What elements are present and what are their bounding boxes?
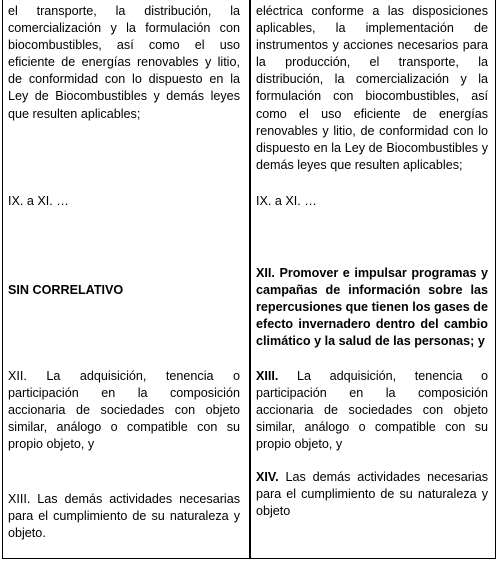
left-paragraph-ix-xi: IX. a XI. …: [8, 194, 69, 208]
left-paragraph-sin-correlativo: SIN CORRELATIVO: [8, 283, 124, 297]
right-xiv-text: Las demás actividades necesarias para el cumplimiento de su naturaleza y objeto: [256, 470, 488, 519]
column-divider: [249, 0, 251, 559]
right-paragraph-top: eléctrica conforme a las disposiciones aplicables, la implementación de instrumentos y acciones necesarios para la producción, el transporte, la distribución, la comercialización y la formulación con biocombustibles, así como el uso eficiente de energías renovables y litio, de conformidad con lo dispuesto en la Ley de Biocombustibles y demás leyes que resulten aplicables;: [256, 4, 488, 172]
right-paragraph-xii: XII. Promover e impulsar programas y campañas de información sobre las repercusiones que tienen los gases de efecto invernadero dentro del cambio climático y la salud de las personas; y: [256, 266, 488, 349]
right-paragraph-xiv: [256, 469, 488, 520]
left-paragraph-xii: XII. La adquisición, tenencia o participación en la composición accionaria de sociedades con objeto similar, análogo o compatible con su propio objeto, y: [8, 369, 240, 452]
right-xiv-number: XIV.: [256, 470, 279, 484]
right-xiii-text: La adquisición, tenencia o participación en la composición accionaria de sociedades con objeto similar, análogo o compatible con su propio objeto, y: [256, 369, 488, 452]
right-xiii-number: XIII.: [256, 369, 279, 383]
right-paragraph-xiii: [256, 368, 488, 453]
left-paragraph-top: el transporte, la distribución, la comercialización y la formulación con biocombustibles, así como el uso eficiente de energías renovables y litio, de conformidad con lo dispuesto en la Ley de Biocombustibles y demás leyes que resulten aplicables;: [8, 4, 240, 121]
right-paragraph-ix-xi: IX. a XI. …: [256, 194, 317, 208]
left-paragraph-xiii: XIII. Las demás actividades necesarias para el cumplimiento de su naturaleza y objeto.: [8, 492, 240, 541]
